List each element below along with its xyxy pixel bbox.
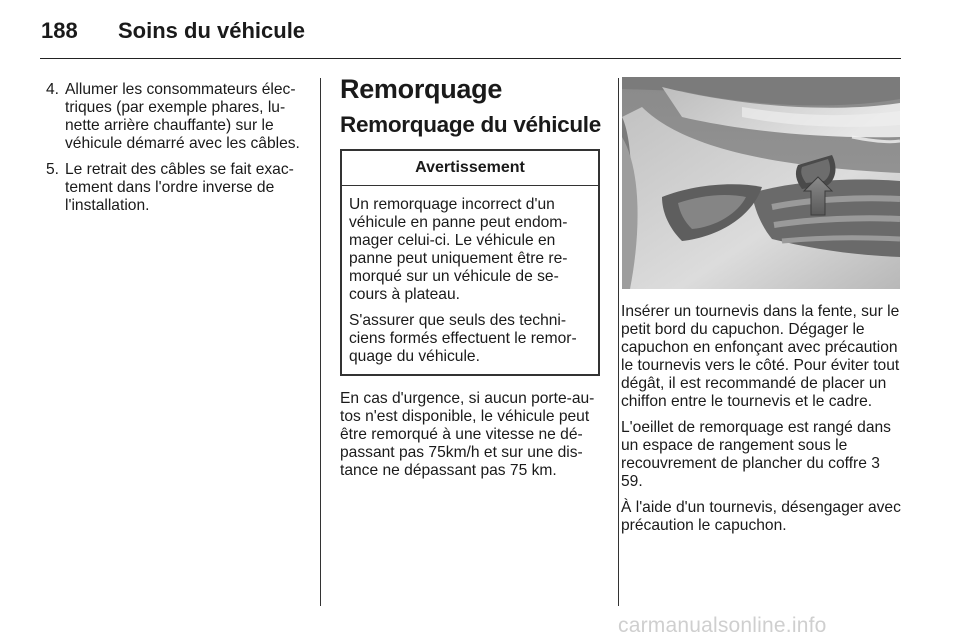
page-title: Soins du véhicule (118, 18, 306, 43)
body-paragraph (621, 419, 903, 491)
page-header (0, 0, 960, 60)
column-divider-right (618, 78, 619, 606)
list-item (40, 161, 306, 215)
page-reference-link[interactable]: 59. (621, 473, 643, 490)
right-column (621, 303, 903, 543)
warning-heading: Avertissement (342, 151, 598, 186)
header-rule (40, 58, 901, 59)
subsection-title: Remorquage du véhicule (340, 112, 601, 137)
warning-box (340, 149, 600, 376)
step-number: 4. (46, 81, 60, 98)
warning-paragraph: Un remorquage incorrect d'un véhicule en panne peut endommager celui-ci. Le véhicule en panne peut uniquement être remorqué sur un véhicule de secours à plateau. (349, 196, 568, 303)
body-paragraph: À l'aide d'un tournevis, désengager avec précaution le capuchon. (621, 499, 901, 534)
list-item (40, 81, 306, 153)
step-text: Allumer les consommateurs électriques (par exemple phares, lunette arrière chauffante) sur le véhicule démarré avec les câbles. (65, 81, 300, 152)
column-divider-left (320, 78, 321, 606)
page-reference-icon: 3 (871, 455, 880, 472)
steps-list (40, 81, 306, 215)
body-paragraph: En cas d'urgence, si aucun porte-autos n'est disponible, le véhicule peut être remorqué à une vitesse ne dépassant pas 75km/h et sur une distance ne dépassant pas 75 km. (340, 390, 595, 479)
page-number: 188 (41, 18, 78, 43)
section-title: Remorquage (340, 74, 503, 104)
step-text: Le retrait des câbles se fait exactement dans l'ordre inverse de l'installation. (65, 161, 294, 214)
body-paragraph: Insérer un tournevis dans la fente, sur le petit bord du capuchon. Dégager le capuchon en enfonçant avec précaution le tournevis vers le côté. Pour éviter tout dégât, il est recommandé de placer un chiffon entre le tournevis et le cadre. (621, 303, 900, 410)
tow-eye-cover-illustration (622, 77, 900, 289)
warning-body (342, 186, 598, 374)
step-number: 5. (46, 161, 60, 178)
middle-column (340, 74, 602, 488)
warning-paragraph: S'assurer que seuls des techniciens formés effectuent le remorquage du véhicule. (349, 312, 577, 365)
watermark: carmanualsonline.info (618, 614, 827, 637)
paragraph-text: L'oeillet de remorquage est rangé dans un espace de rangement sous le recouvrement de plancher du coffre (621, 419, 891, 472)
left-column (40, 81, 306, 223)
